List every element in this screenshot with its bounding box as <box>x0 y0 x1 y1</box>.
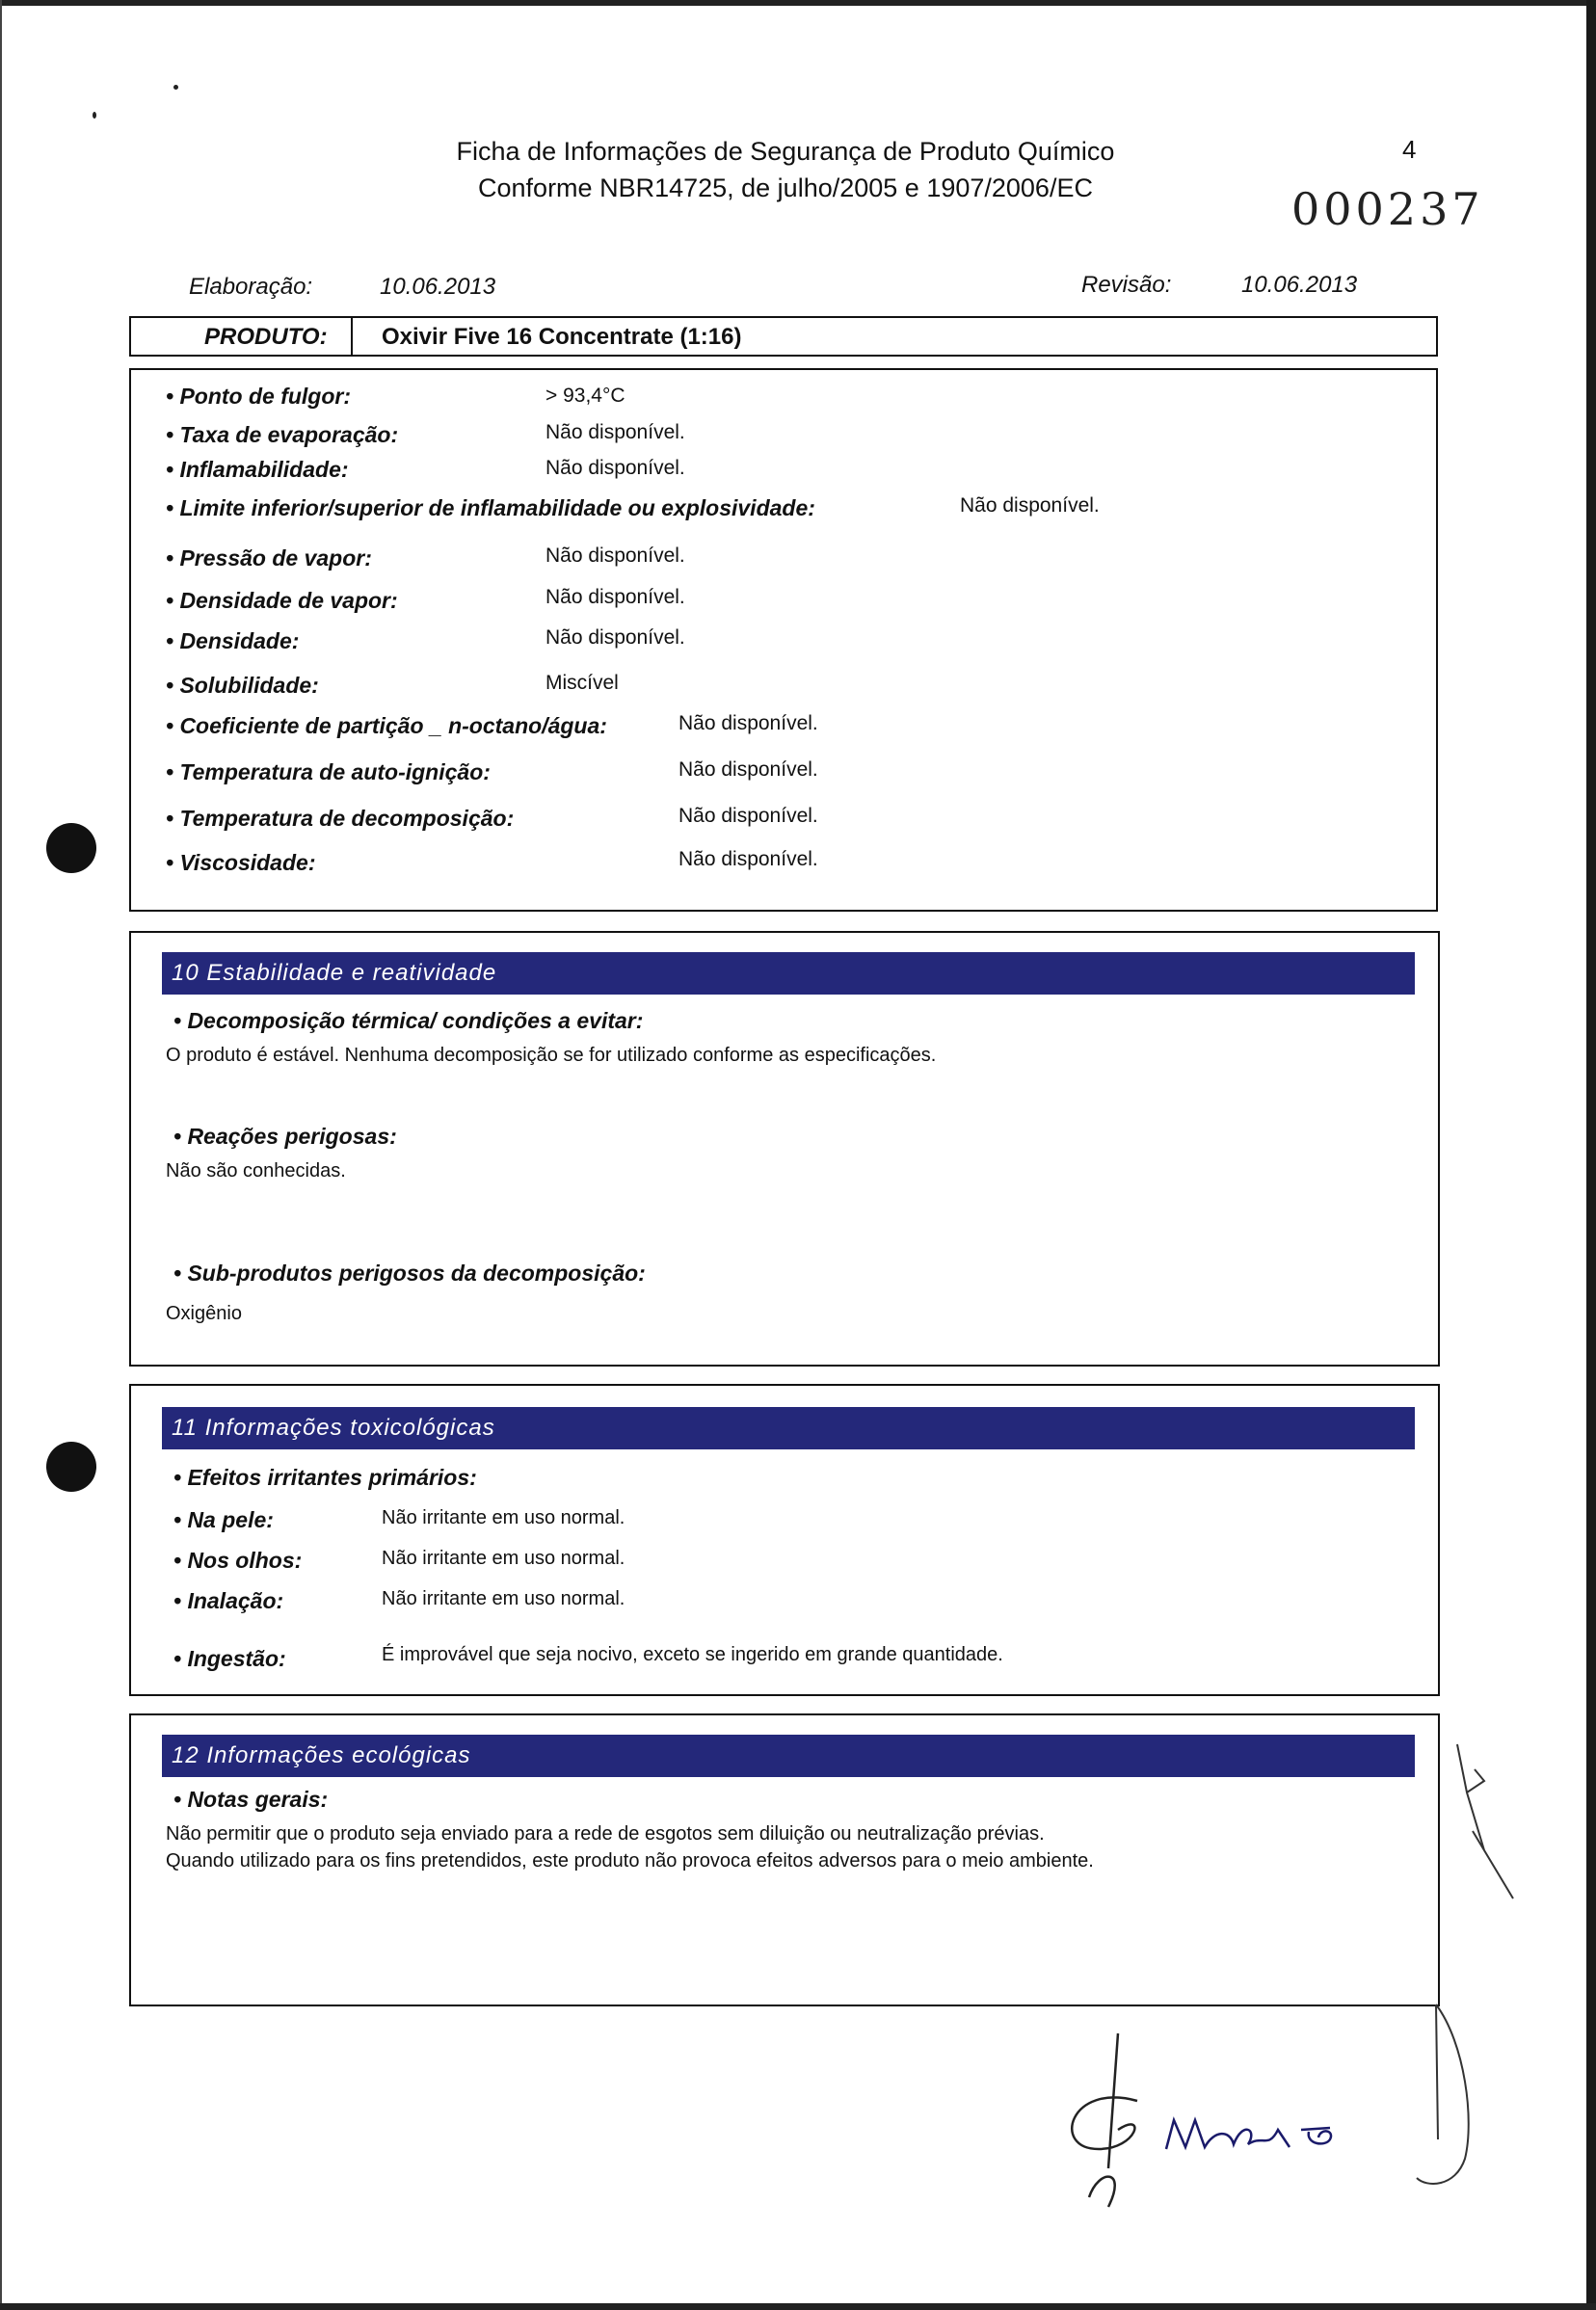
scan-border-bottom <box>0 2303 1596 2310</box>
prop-value-autoignition: Não disponível. <box>678 758 818 781</box>
prop-label-flash-point: • Ponto de fulgor: <box>166 384 352 409</box>
prop-label-evaporation: • Taxa de evaporação: <box>166 422 399 447</box>
tox-value-skin: Não irritante em uso normal. <box>382 1507 625 1528</box>
section-11-header: 11 Informações toxicológicas <box>162 1407 1415 1449</box>
elaboracao-label: Elaboração: <box>189 274 313 300</box>
section-12-subtitle: • Notas gerais: <box>173 1787 329 1812</box>
page-number: 4 <box>1402 135 1417 164</box>
prop-label-solubility: • Solubilidade: <box>166 673 319 698</box>
right-bracket-mark <box>1407 2005 1523 2197</box>
title-line-1: Ficha de Informações de Segurança de Produto Químico <box>456 137 1115 166</box>
section-10-decomp-label: • Decomposição térmica/ condições a evitar: <box>173 1008 644 1033</box>
prop-value-vapor-density: Não disponível. <box>545 586 685 608</box>
product-box <box>129 316 1438 357</box>
prop-label-autoignition: • Temperatura de auto-ignição: <box>166 759 491 784</box>
product-name: Oxivir Five 16 Concentrate (1:16) <box>382 324 742 350</box>
scan-speck <box>173 85 178 90</box>
prop-label-partition: • Coeficiente de partição _ n-octano/água: <box>166 713 607 738</box>
section-12-header: 12 Informações ecológicas <box>162 1735 1415 1777</box>
prop-value-partition: Não disponível. <box>678 712 818 734</box>
prop-value-flash-point: > 93,4°C <box>545 385 625 407</box>
prop-label-flammability: • Inflamabilidade: <box>166 457 349 482</box>
section-10-byproducts-text: Oxigênio <box>166 1303 242 1324</box>
section-10-decomp-text: O produto é estável. Nenhuma decomposição se for utilizado conforme as especificações. <box>166 1045 937 1066</box>
prop-value-solubility: Miscível <box>545 672 619 694</box>
section-10-byproducts-label: • Sub-produtos perigosos da decomposição: <box>173 1261 646 1286</box>
elaboracao-date: 10.06.2013 <box>380 274 496 300</box>
scan-border-top <box>0 0 1596 6</box>
scan-border-left <box>0 0 2 2310</box>
section-10-reactions-text: Não são conhecidas. <box>166 1160 346 1182</box>
punch-hole <box>46 1442 96 1492</box>
revisao-date: 10.06.2013 <box>1241 272 1358 298</box>
document-title <box>337 133 1234 206</box>
eco-line-1: Não permitir que o produto seja enviado para a rede de esgotos sem diluição ou neutralização prévias. <box>166 1823 1045 1845</box>
section-11-subtitle: • Efeitos irritantes primários: <box>173 1465 477 1490</box>
tox-label-inhalation: • Inalação: <box>173 1588 284 1613</box>
product-divider <box>351 316 353 357</box>
prop-value-decomposition: Não disponível. <box>678 805 818 827</box>
section-10-reactions-label: • Reações perigosas: <box>173 1124 397 1149</box>
prop-label-density: • Densidade: <box>166 628 300 653</box>
prop-value-density: Não disponível. <box>545 626 685 649</box>
prop-value-evaporation: Não disponível. <box>545 421 685 443</box>
prop-label-vapor-density: • Densidade de vapor: <box>166 588 398 613</box>
scan-speck <box>93 112 96 119</box>
tox-value-ingestion: É improvável que seja nocivo, exceto se ingerido em grande quantidade. <box>382 1644 1003 1665</box>
tox-label-ingestion: • Ingestão: <box>173 1646 286 1671</box>
tox-value-eyes: Não irritante em uso normal. <box>382 1548 625 1569</box>
tox-value-inhalation: Não irritante em uso normal. <box>382 1588 625 1609</box>
section-10-header: 10 Estabilidade e reatividade <box>162 952 1415 995</box>
signature <box>1041 2024 1369 2217</box>
stamp-number: 000237 <box>1291 183 1484 235</box>
prop-label-decomposition: • Temperatura de decomposição: <box>166 806 515 831</box>
tox-label-skin: • Na pele: <box>173 1507 274 1532</box>
title-line-2: Conforme NBR14725, de julho/2005 e 1907/2006/EC <box>478 173 1093 202</box>
tox-label-eyes: • Nos olhos: <box>173 1548 303 1573</box>
prop-value-viscosity: Não disponível. <box>678 848 818 870</box>
prop-label-vapor-pressure: • Pressão de vapor: <box>166 545 372 571</box>
prop-value-explosive-limits: Não disponível. <box>960 494 1100 517</box>
prop-value-flammability: Não disponível. <box>545 457 685 479</box>
eco-line-2: Quando utilizado para os fins pretendidos, este produto não provoca efeitos adversos para o meio ambiente. <box>166 1850 1094 1872</box>
product-label: PRODUTO: <box>204 324 328 350</box>
prop-value-vapor-pressure: Não disponível. <box>545 544 685 567</box>
prop-label-explosive-limits: • Limite inferior/superior de inflamabilidade ou explosividade: <box>166 495 815 520</box>
punch-hole <box>46 823 96 873</box>
revisao-label: Revisão: <box>1081 272 1172 298</box>
prop-label-viscosity: • Viscosidade: <box>166 850 316 875</box>
scan-border-right <box>1586 0 1596 2310</box>
margin-check-mark <box>1446 1735 1542 1908</box>
